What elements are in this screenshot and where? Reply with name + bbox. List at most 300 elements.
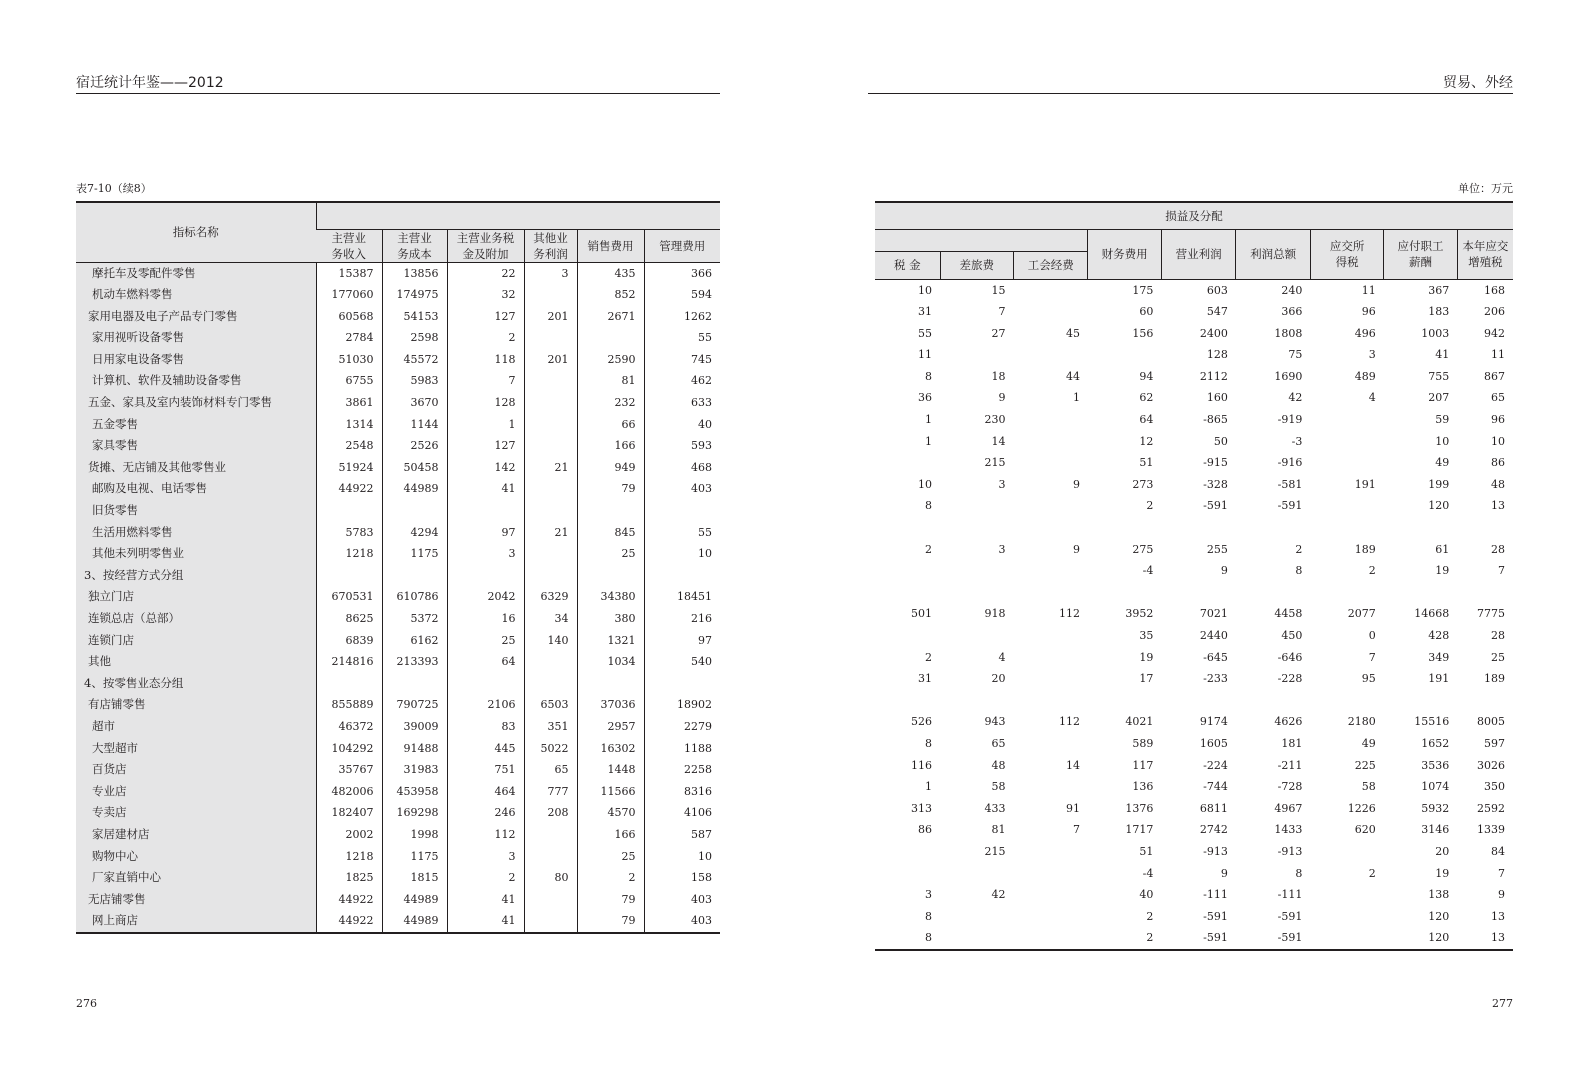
table-cell — [1013, 431, 1087, 453]
table-row — [76, 457, 720, 479]
table-cell: 2258 — [644, 759, 720, 781]
table-cell: -224 — [1203, 758, 1228, 772]
table-cell — [1310, 884, 1383, 906]
table-cell: 351 — [524, 716, 577, 738]
table-cell: 2 — [925, 650, 933, 664]
table-cell: 51 — [1139, 456, 1154, 470]
table-cell: 403 — [644, 478, 720, 500]
table-cell: 166 — [577, 824, 644, 846]
row-indicator-name: 其他未列明零售业 — [76, 543, 316, 565]
table-cell: 18902 — [644, 694, 720, 716]
table-cell: 177060 — [316, 284, 382, 306]
table-cell — [577, 327, 644, 349]
table-cell — [1310, 409, 1383, 431]
table-cell: 1262 — [644, 306, 720, 328]
table-cell: 20 — [991, 672, 1006, 686]
table-cell: 214816 — [316, 651, 382, 673]
table-row — [76, 673, 720, 695]
table-cell: 5372 — [382, 608, 447, 630]
table-cell — [1013, 906, 1087, 928]
table-cell: 201 — [524, 306, 577, 328]
table-row — [875, 819, 1513, 841]
table-row — [76, 608, 720, 630]
table-cell: 14 — [991, 434, 1006, 448]
header-income-tax — [1310, 229, 1383, 279]
table-row — [76, 716, 720, 738]
table-cell: 31 — [918, 305, 933, 319]
table-row — [76, 586, 720, 608]
table-cell: 6503 — [524, 694, 577, 716]
table-cell: 201 — [524, 349, 577, 371]
table-cell: 65 — [1491, 391, 1505, 405]
row-indicator-name: 厂家直销中心 — [76, 867, 316, 889]
table-cell: 7 — [1072, 823, 1080, 837]
table-cell: 855889 — [316, 694, 382, 716]
table-cell: -913 — [1277, 844, 1303, 858]
table-cell — [1013, 841, 1087, 863]
table-cell — [1013, 560, 1087, 582]
table-cell: 1376 — [1125, 801, 1154, 815]
table-cell: 2742 — [1199, 823, 1228, 837]
table-cell — [524, 846, 577, 868]
table-cell: 34 — [524, 608, 577, 630]
table-cell — [940, 517, 1013, 539]
table-cell — [1310, 841, 1383, 863]
table-row — [76, 781, 720, 803]
table-cell: 4294 — [382, 522, 447, 544]
row-indicator-name: 日用家电设备零售 — [76, 349, 316, 371]
table-cell: 116 — [911, 758, 933, 772]
table-cell: 790725 — [382, 694, 447, 716]
table-cell: 9 — [1498, 888, 1505, 902]
table-cell: 55 — [644, 327, 720, 349]
table-cell: 501 — [911, 607, 933, 621]
table-cell: 8 — [925, 499, 933, 513]
table-cell: 158 — [644, 867, 720, 889]
table-cell: 1652 — [1421, 736, 1450, 750]
table-cell: 16 — [447, 608, 524, 630]
table-cell: 3670 — [382, 392, 447, 414]
row-indicator-name: 旧货零售 — [76, 500, 316, 522]
table-cell: 9 — [998, 391, 1006, 405]
table-cell: 19 — [1435, 866, 1450, 880]
table-cell: -233 — [1203, 672, 1228, 686]
table-cell — [1013, 409, 1087, 431]
table-cell: 64 — [447, 651, 524, 673]
table-cell: 1815 — [382, 867, 447, 889]
table-cell: -591 — [1277, 499, 1303, 513]
table-cell: 273 — [1132, 477, 1154, 491]
table-cell: 83 — [447, 716, 524, 738]
table-cell: 453958 — [382, 781, 447, 803]
table-cell — [875, 690, 940, 712]
table-cell — [940, 863, 1013, 885]
table-cell — [524, 327, 577, 349]
table-cell: 41 — [447, 889, 524, 911]
table-row — [76, 738, 720, 760]
table-cell: 1074 — [1421, 780, 1450, 794]
table-cell: 136 — [1132, 780, 1154, 794]
table-cell: 8005 — [1477, 715, 1505, 729]
table-cell — [524, 435, 577, 457]
table-cell — [524, 284, 577, 306]
table-cell: 120 — [1428, 499, 1450, 513]
table-cell: 3 — [998, 477, 1006, 491]
table-cell: 4967 — [1274, 801, 1303, 815]
table-cell: 7021 — [1199, 607, 1228, 621]
table-cell — [316, 500, 382, 522]
header-admin-expense — [644, 229, 720, 262]
table-cell: 2180 — [1347, 715, 1376, 729]
table-row — [875, 927, 1513, 950]
table-cell: 8 — [925, 736, 933, 750]
table-row — [76, 500, 720, 522]
table-cell: 182407 — [316, 802, 382, 824]
header-line: 其他业 — [533, 230, 568, 245]
table-cell: 1218 — [316, 846, 382, 868]
header-payroll — [1384, 229, 1457, 279]
table-cell: 156 — [1132, 326, 1154, 340]
table-cell: 2 — [925, 542, 933, 556]
table-cell: 13 — [1491, 909, 1505, 923]
table-cell: 97 — [447, 522, 524, 544]
table-cell: 48 — [1491, 477, 1505, 491]
table-cell: 95 — [1361, 672, 1376, 686]
table-cell — [524, 910, 577, 933]
table-cell — [1088, 517, 1161, 539]
table-cell: 1003 — [1421, 326, 1450, 340]
table-cell: 620 — [1354, 823, 1376, 837]
table-cell: 633 — [644, 392, 720, 414]
table-cell: 19 — [1435, 564, 1450, 578]
table-cell: 1808 — [1274, 326, 1303, 340]
table-cell: 918 — [984, 607, 1006, 621]
table-cell — [1310, 582, 1383, 604]
row-indicator-name: 机动车燃料零售 — [76, 284, 316, 306]
row-indicator-name: 邮购及电视、电话零售 — [76, 478, 316, 500]
table-cell — [1161, 517, 1235, 539]
header-other-profit — [524, 229, 577, 262]
header-vat — [1457, 229, 1513, 279]
table-cell — [1310, 495, 1383, 517]
table-cell: 55 — [918, 326, 933, 340]
table-cell: -646 — [1277, 650, 1303, 664]
table-cell: 4626 — [1274, 715, 1303, 729]
header-line: 得税 — [1335, 255, 1359, 269]
table-cell — [1013, 582, 1087, 604]
right-table — [875, 201, 1513, 951]
table-cell: 1321 — [577, 630, 644, 652]
table-row — [875, 690, 1513, 712]
table-cell: 275 — [1132, 542, 1154, 556]
table-cell: 16302 — [577, 738, 644, 760]
table-cell: 25 — [577, 846, 644, 868]
table-row — [875, 755, 1513, 777]
table-cell — [524, 543, 577, 565]
table-cell: 5983 — [382, 370, 447, 392]
table-cell: 31 — [918, 672, 933, 686]
table-cell: 3146 — [1421, 823, 1450, 837]
row-indicator-name: 家用视听设备零售 — [76, 327, 316, 349]
table-cell: 2 — [1146, 909, 1154, 923]
table-cell: 35 — [1139, 629, 1154, 642]
table-cell: 17 — [1139, 672, 1154, 686]
table-cell: 433 — [984, 801, 1006, 815]
table-cell: 8 — [875, 927, 940, 950]
row-indicator-name: 无店铺零售 — [76, 889, 316, 911]
row-indicator-name: 超市 — [76, 716, 316, 738]
table-cell: 181 — [1281, 736, 1303, 750]
table-row — [875, 625, 1513, 647]
table-cell: 59 — [1435, 413, 1450, 427]
table-row — [875, 366, 1513, 388]
table-cell: 104292 — [316, 738, 382, 760]
table-cell: 41 — [447, 478, 524, 500]
table-cell: 96 — [1361, 305, 1376, 319]
table-cell: 3 — [447, 543, 524, 565]
table-cell: 1605 — [1199, 736, 1228, 750]
table-cell: 45572 — [382, 349, 447, 371]
table-cell: 128 — [1206, 348, 1228, 362]
table-cell: 1998 — [382, 824, 447, 846]
table-cell: 468 — [644, 457, 720, 479]
table-row — [875, 798, 1513, 820]
table-cell: 255 — [1206, 542, 1228, 556]
header-main-tax — [447, 229, 524, 262]
table-cell: 2 — [447, 867, 524, 889]
table-cell — [382, 500, 447, 522]
table-cell: 3026 — [1477, 758, 1505, 772]
header-sales-expense — [577, 229, 644, 262]
table-row — [76, 846, 720, 868]
table-cell: 777 — [524, 781, 577, 803]
table-cell: 942 — [1484, 326, 1505, 340]
header-line: 本年应交 — [1462, 239, 1509, 253]
right-page-number: 277 — [1492, 997, 1513, 1010]
table-cell: 7 — [447, 370, 524, 392]
table-cell: 1314 — [316, 414, 382, 436]
table-cell — [644, 500, 720, 522]
table-cell: 9 — [1072, 542, 1080, 556]
header-group-blank — [316, 202, 720, 229]
table-cell: 0 — [1368, 629, 1376, 642]
table-row — [875, 603, 1513, 625]
table-cell: 2592 — [1477, 801, 1505, 815]
table-cell: 230 — [984, 413, 1006, 427]
table-cell: 3 — [447, 846, 524, 868]
table-cell: 51030 — [316, 349, 382, 371]
table-cell — [1384, 582, 1457, 604]
table-cell — [524, 392, 577, 414]
table-cell — [1236, 582, 1310, 604]
table-cell — [940, 927, 1013, 950]
header-total-profit — [1236, 229, 1310, 279]
table-cell — [1310, 452, 1383, 474]
table-cell: 44922 — [316, 889, 382, 911]
table-cell: 10 — [644, 543, 720, 565]
table-cell: -228 — [1277, 672, 1303, 686]
table-row — [76, 651, 720, 673]
header-line: 主营业务税 — [456, 230, 515, 245]
table-cell: 183 — [1428, 305, 1450, 319]
table-cell: 2548 — [316, 435, 382, 457]
unit-label: 单位：万元 — [1458, 182, 1513, 195]
table-cell: 199 — [1428, 477, 1450, 491]
table-cell: 58 — [1361, 780, 1376, 794]
table-cell: 445 — [447, 738, 524, 760]
table-cell: 49 — [1435, 456, 1450, 470]
table-cell: 91488 — [382, 738, 447, 760]
table-cell — [524, 651, 577, 673]
table-cell — [316, 565, 382, 587]
table-cell: 44989 — [382, 910, 447, 933]
table-cell — [447, 565, 524, 587]
header-line: 增殖税 — [1468, 255, 1503, 269]
table-row — [76, 478, 720, 500]
table-cell: 7 — [1368, 650, 1376, 664]
table-cell — [1013, 927, 1087, 950]
table-cell: 4106 — [644, 802, 720, 824]
table-cell: 51924 — [316, 457, 382, 479]
table-cell: 65 — [524, 759, 577, 781]
table-cell: 1448 — [577, 759, 644, 781]
table-cell: -591 — [1277, 909, 1303, 923]
table-cell: -913 — [1203, 844, 1228, 858]
table-cell: 2957 — [577, 716, 644, 738]
table-row — [76, 910, 720, 933]
table-cell — [940, 582, 1013, 604]
row-indicator-name: 3、按经营方式分组 — [76, 565, 316, 587]
table-row — [875, 733, 1513, 755]
header-union-fee: 工会经费 — [1013, 251, 1087, 279]
table-cell: 213393 — [382, 651, 447, 673]
table-row — [875, 841, 1513, 863]
table-row — [875, 387, 1513, 409]
table-cell: 2 — [1368, 866, 1376, 880]
table-cell: 42 — [991, 888, 1006, 902]
table-cell: 450 — [1281, 629, 1303, 642]
table-cell — [1088, 582, 1161, 604]
table-cell: 246 — [447, 802, 524, 824]
table-cell — [524, 824, 577, 846]
table-cell: 603 — [1206, 283, 1228, 297]
table-cell: -645 — [1203, 650, 1228, 664]
table-cell: 403 — [644, 889, 720, 911]
table-row — [875, 906, 1513, 928]
table-cell: 1 — [925, 413, 933, 427]
left-table — [76, 201, 720, 934]
table-cell: 79 — [577, 910, 644, 933]
table-cell — [644, 565, 720, 587]
row-indicator-name: 连锁总店（总部） — [76, 608, 316, 630]
table-cell: 2440 — [1199, 629, 1228, 642]
table-cell — [1236, 517, 1310, 539]
table-cell: 7 — [1498, 564, 1505, 578]
table-cell: 75 — [1288, 348, 1303, 362]
table-cell: -211 — [1277, 758, 1303, 772]
table-cell: 745 — [644, 349, 720, 371]
table-cell: 313 — [911, 801, 933, 815]
header-line: 管理费用 — [659, 238, 706, 253]
header-indicator-name — [76, 202, 316, 262]
table-cell: 1 — [925, 780, 933, 794]
table-cell — [524, 478, 577, 500]
table-cell — [1013, 344, 1087, 366]
table-cell: 14668 — [1414, 607, 1450, 621]
table-cell: 526 — [911, 715, 933, 729]
table-cell: 2112 — [1199, 369, 1228, 383]
table-cell: 36 — [918, 391, 933, 405]
row-indicator-name: 其他 — [76, 651, 316, 673]
table-row — [875, 517, 1513, 539]
table-cell: 39009 — [382, 716, 447, 738]
table-row — [875, 409, 1513, 431]
header-finance-expense — [1088, 229, 1161, 279]
table-cell: 25 — [577, 543, 644, 565]
table-cell: 112 — [1058, 607, 1080, 621]
table-cell: 3952 — [1125, 607, 1154, 621]
table-cell: 21 — [524, 457, 577, 479]
table-cell: 1 — [447, 414, 524, 436]
table-cell: 6329 — [524, 586, 577, 608]
table-cell: 464 — [447, 781, 524, 803]
table-row — [76, 349, 720, 371]
table-row — [76, 802, 720, 824]
left-table-body — [76, 262, 720, 933]
table-cell: 943 — [984, 715, 1006, 729]
table-cell — [1013, 884, 1087, 906]
row-indicator-name: 家具零售 — [76, 435, 316, 457]
table-cell: 5783 — [316, 522, 382, 544]
table-cell: 117 — [1132, 758, 1154, 772]
table-cell: 11566 — [577, 781, 644, 803]
table-cell: -915 — [1203, 456, 1228, 470]
header-line: 应交所 — [1329, 239, 1365, 253]
table-cell — [875, 560, 940, 582]
table-cell — [1013, 863, 1087, 885]
row-indicator-name: 独立门店 — [76, 586, 316, 608]
table-cell: -4 — [1142, 866, 1154, 880]
table-cell: 587 — [644, 824, 720, 846]
table-cell — [447, 673, 524, 695]
table-cell: 3536 — [1421, 758, 1450, 772]
table-cell — [1310, 690, 1383, 712]
table-cell: 6755 — [316, 370, 382, 392]
table-cell: 4570 — [577, 802, 644, 824]
table-cell — [1310, 927, 1383, 950]
table-cell: 37036 — [577, 694, 644, 716]
header-line: 金及附加 — [462, 246, 509, 261]
table-cell: 207 — [1428, 391, 1450, 405]
table-cell: -111 — [1277, 888, 1303, 902]
table-cell — [940, 344, 1013, 366]
table-cell: 435 — [577, 262, 644, 284]
table-row — [875, 323, 1513, 345]
table-cell — [1088, 344, 1161, 366]
table-cell: 366 — [644, 262, 720, 284]
table-cell — [1013, 668, 1087, 690]
table-cell: 593 — [644, 435, 720, 457]
table-cell — [1013, 301, 1087, 323]
header-line: 营业利润 — [1175, 247, 1222, 261]
table-cell: -728 — [1277, 780, 1303, 794]
table-cell — [1013, 690, 1087, 712]
table-cell: 86 — [918, 823, 933, 837]
table-cell: 19 — [1139, 650, 1154, 664]
table-cell: -744 — [1203, 780, 1228, 794]
table-cell — [1013, 733, 1087, 755]
table-cell — [940, 625, 1013, 647]
